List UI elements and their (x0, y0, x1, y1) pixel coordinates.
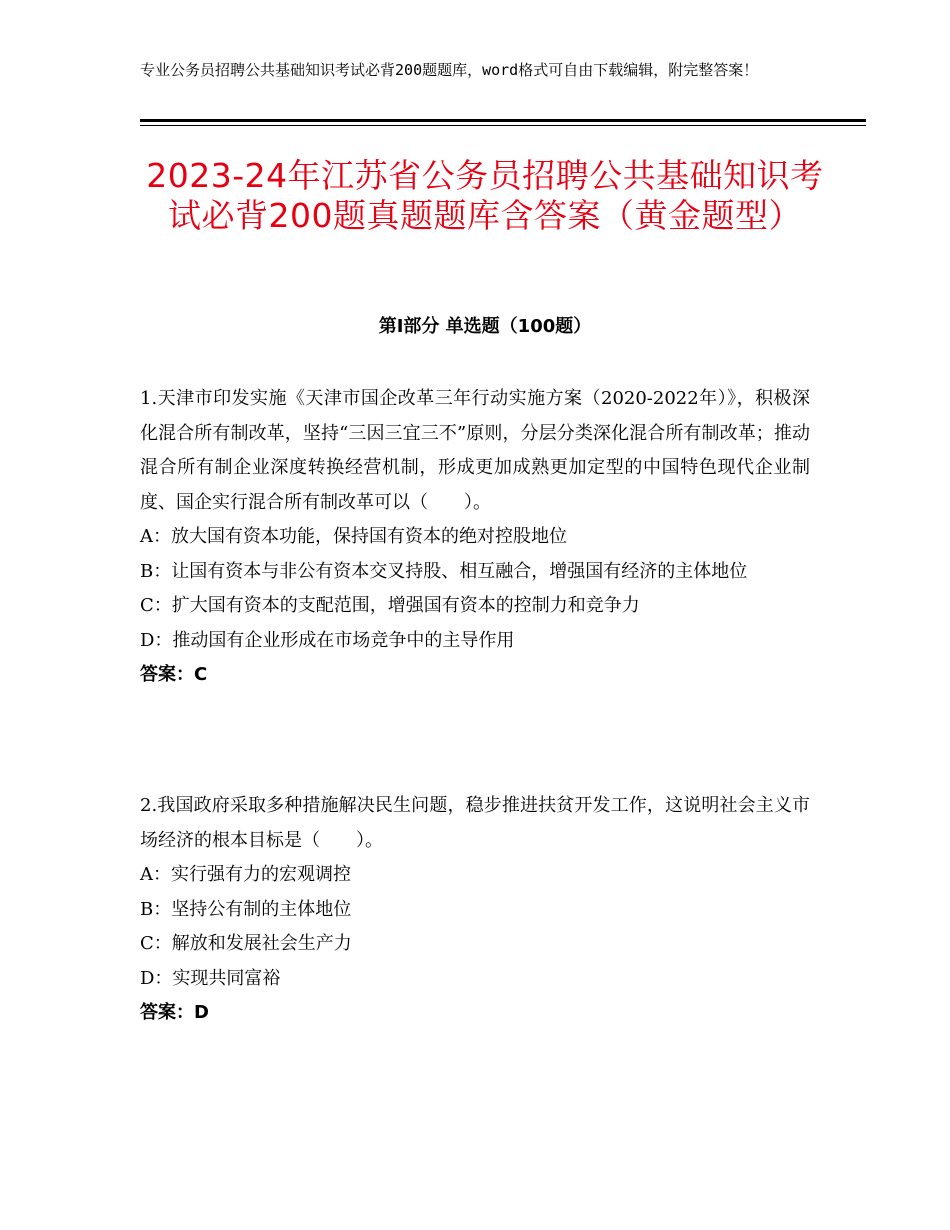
header-divider-thin (140, 125, 866, 126)
option-d: D：实现共同富裕 (140, 967, 281, 989)
option-d: D：推动国有企业形成在市场竞争中的主导作用 (140, 629, 515, 651)
question-stem: 2.我国政府采取多种措施解决民生问题，稳步推进扶贫开发工作，这说明社会主义市场经济的根本目标是（ ）。 (140, 795, 810, 851)
question-2 (140, 789, 810, 1031)
answer-label: 答案：C (140, 664, 208, 685)
header-note: 专业公务员招聘公共基础知识考试必背200题题库，word格式可自由下载编辑，附完整答案！ (140, 61, 759, 79)
option-b: B：让国有资本与非公有资本交叉持股、相互融合，增强国有经济的主体地位 (140, 560, 748, 582)
section-title: 第Ⅰ部分 单选题（100题） (378, 316, 592, 337)
answer-label: 答案：D (140, 1002, 209, 1023)
document-title: 2023-24年江苏省公务员招聘公共基础知识考试必背200题真题题库含答案（黄金题型） (146, 156, 824, 235)
question-1 (140, 382, 810, 693)
option-b: B：坚持公有制的主体地位 (140, 898, 352, 920)
question-stem: 1.天津市印发实施《天津市国企改革三年行动实施方案（2020-2022年）》，积极深化混合所有制改革，坚持“三因三宜三不”原则，分层分类深化混合所有制改革；推动混合所有制企业深度转换经营机制，形成更加成熟更加定型的中国特色现代企业制度、国企实行混合所有制改革可以（ ）。 (140, 388, 810, 513)
option-c: C：解放和发展社会生产力 (140, 933, 352, 954)
option-c: C：扩大国有资本的支配范围，增强国有资本的控制力和竞争力 (140, 595, 640, 616)
header-divider-thick (140, 119, 866, 122)
option-a: A：实行强有力的宏观调控 (140, 864, 351, 885)
option-a: A：放大国有资本功能，保持国有资本的绝对控股地位 (140, 526, 567, 547)
